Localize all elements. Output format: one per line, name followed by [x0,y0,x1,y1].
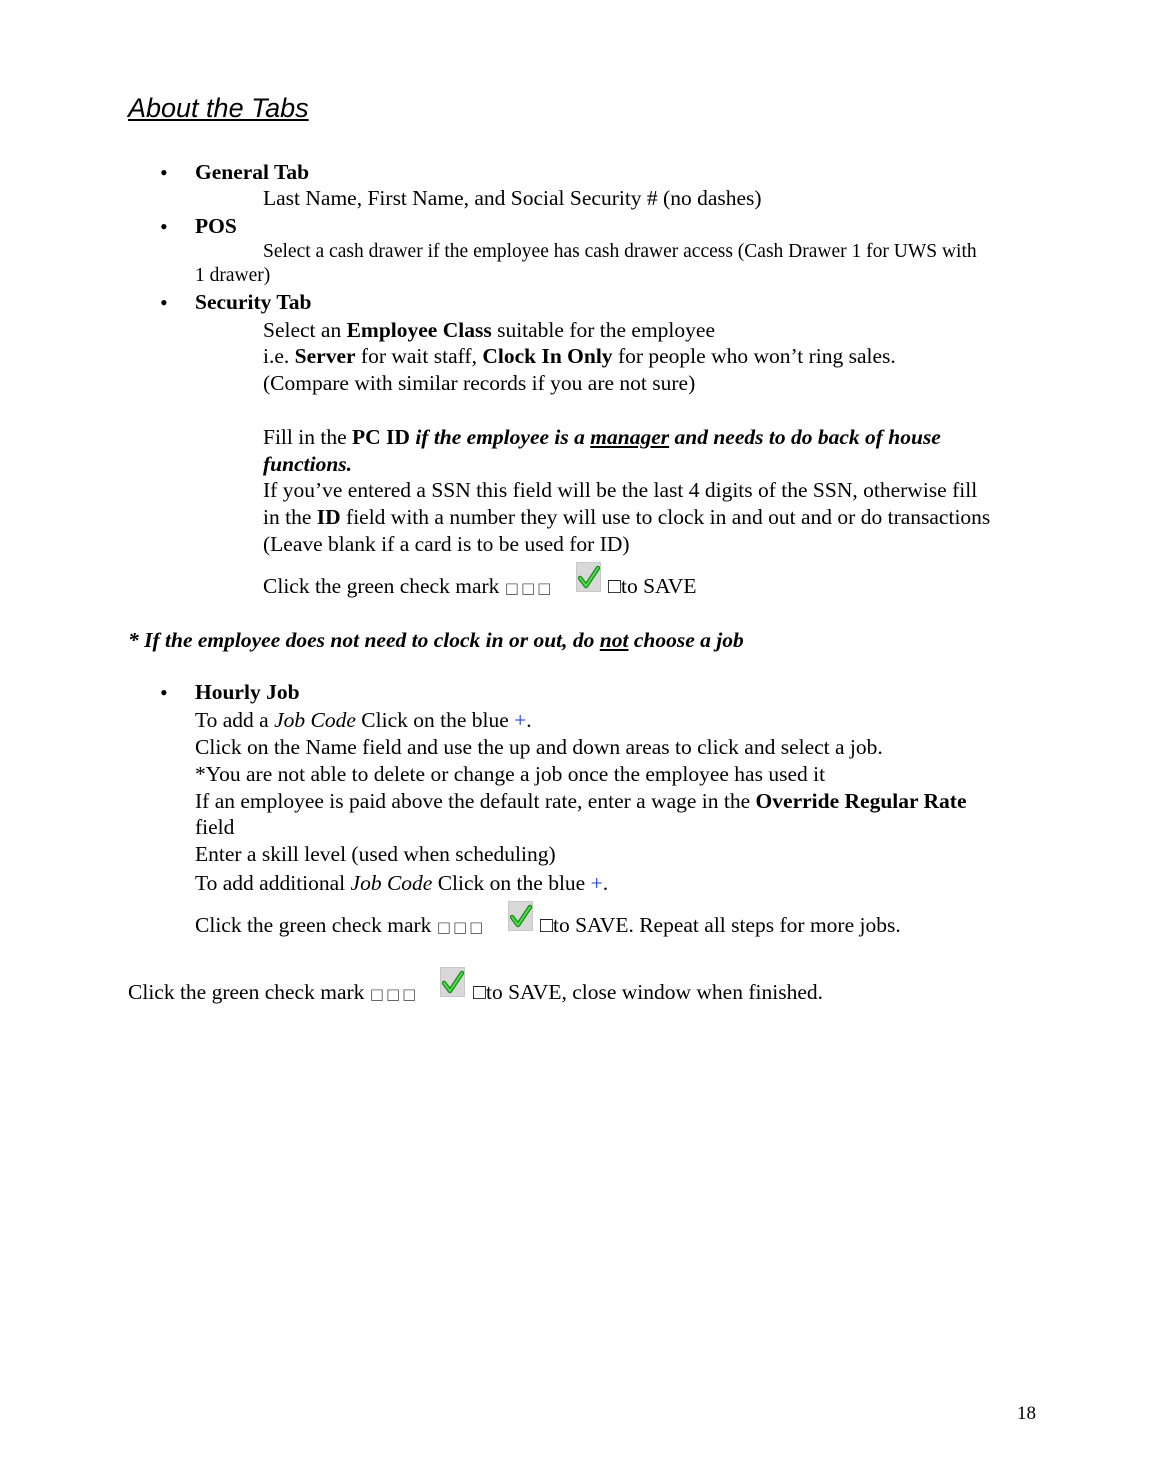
text: and needs to do back of house [669,425,941,449]
job-note [128,628,744,653]
security-line7 [263,505,990,530]
general-bullet: • [160,160,168,185]
hourly-line4 [195,789,967,814]
text: suitable for the employee [491,318,715,342]
hourly-save-text: □to SAVE. Repeat all steps for more jobs. [540,913,901,937]
text: . [602,871,609,895]
text: If an employee is paid above the default rate, enter a wage in the [195,789,756,813]
text: field with a number they will use to clock in and out and or do transactions [340,505,991,529]
text: Fill in the [263,425,352,449]
text: Click the green check mark [195,913,437,937]
job-code-term: Job Code [350,871,433,895]
final-save-text: □to SAVE, close window when finished. [473,980,823,1004]
hourly-line5: field [195,815,235,839]
employee-class-term: Employee Class [346,318,492,342]
security-line5: functions. [263,452,353,476]
text: Click the green check mark [263,574,505,598]
blue-plus-icon: + [514,708,527,732]
page-title: About the Tabs [128,93,309,123]
text: To add a [195,708,275,732]
general-heading: General Tab [195,160,310,184]
job-code-term: Job Code [274,708,356,732]
security-line8: (Leave blank if a card is to be used for ID) [263,532,630,556]
hourly-heading: Hourly Job [195,680,300,704]
text: choose a job [628,628,744,652]
override-rate-term: Override Regular Rate [755,789,967,813]
text: Click on the blue [355,708,515,732]
text: in the [263,505,317,529]
security-bullet: • [160,290,168,315]
text: To add additional [195,871,351,895]
pos-heading: POS [195,214,237,238]
security-line4 [263,425,941,450]
text: . [526,708,532,732]
green-check-icon [576,562,601,592]
final-save-instruction [128,980,418,1005]
security-save-text: □to SAVE [608,574,697,598]
pc-id-term: PC ID [352,425,410,449]
pos-bullet: • [160,214,168,239]
security-line3: (Compare with similar records if you are not sure) [263,371,696,395]
hourly-save-instruction [195,913,485,938]
hourly-bullet: • [160,680,168,705]
security-save-instruction [263,574,553,599]
security-heading: Security Tab [195,290,312,314]
security-line2 [263,344,896,369]
not-term: not [599,628,629,652]
server-term: Server [294,344,356,368]
general-text: Last Name, First Name, and Social Security # (no dashes) [263,186,762,210]
text: Click on the blue [432,871,591,895]
hourly-line1 [195,708,532,733]
text: i.e. [263,344,295,368]
green-check-icon [440,967,465,997]
text: if the employee is a [409,425,591,449]
placeholder-boxes: □□□ [369,985,419,1003]
text: * If the employee does not need to clock in or out, do [128,628,600,652]
hourly-line3: *You are not able to delete or change a job once the employee has used it [195,762,826,786]
security-line1 [263,318,715,343]
pos-text-line2: 1 drawer) [195,265,271,286]
text: Click the green check mark [128,980,370,1004]
hourly-line6: Enter a skill level (used when scheduling) [195,842,556,866]
blue-plus-icon: + [590,871,603,895]
clock-in-only-term: Clock In Only [482,344,613,368]
text: for wait staff, [355,344,483,368]
text: Select an [263,318,347,342]
hourly-line2: Click on the Name field and use the up and down areas to click and select a job. [195,735,883,759]
pos-text-line1: Select a cash drawer if the employee has cash drawer access (Cash Drawer 1 for UWS with [263,241,977,262]
hourly-line7 [195,871,608,896]
id-term: ID [316,505,341,529]
green-check-icon [508,901,533,931]
page-number: 18 [1017,1403,1036,1424]
security-line6: If you’ve entered a SSN this field will be the last 4 digits of the SSN, otherwise fill [263,478,978,502]
placeholder-boxes: □□□ [436,918,486,936]
text: for people who won’t ring sales. [612,344,896,368]
manager-term: manager [590,425,670,449]
placeholder-boxes: □□□ [504,579,554,597]
